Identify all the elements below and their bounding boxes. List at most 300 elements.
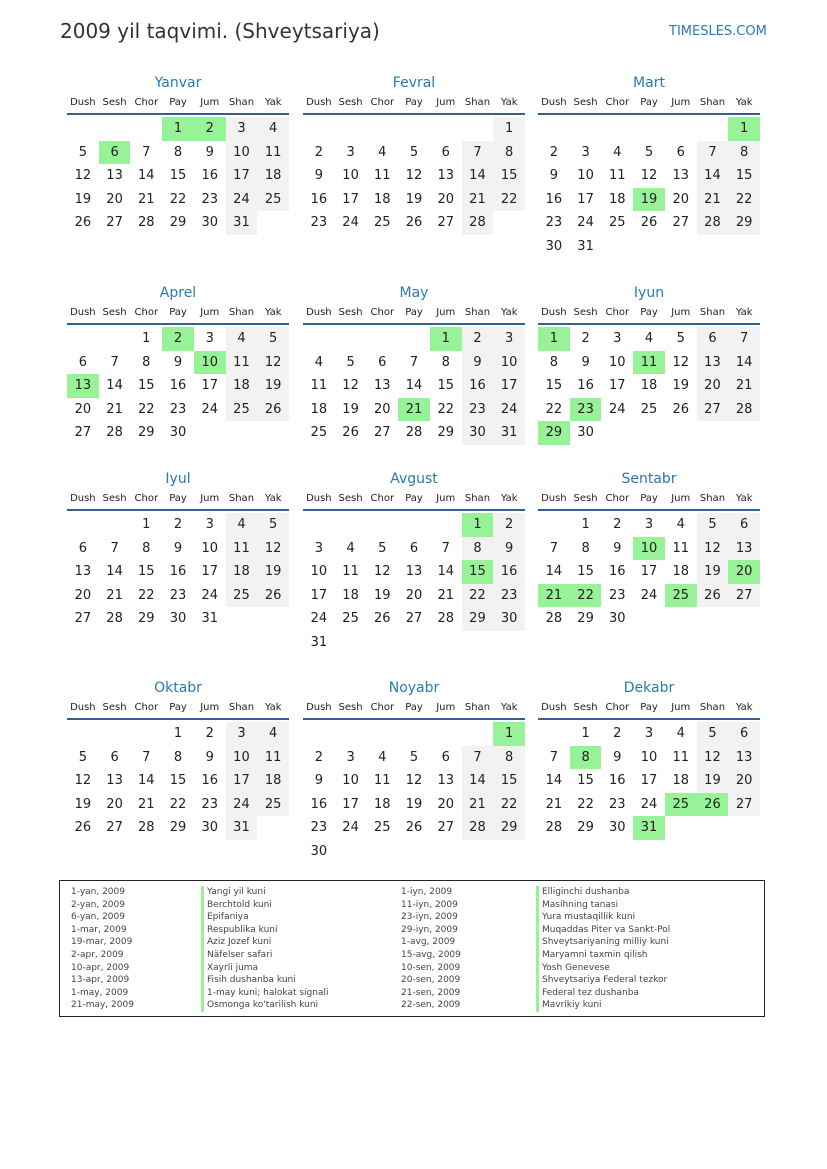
weekday-header: [538, 303, 760, 325]
weekday-label: Shan: [464, 307, 491, 318]
empty-cell: [665, 816, 697, 840]
holiday-name: Muqaddas Piter va Sankt-Pol: [536, 924, 670, 937]
day-number: 26: [257, 398, 289, 422]
day-number: 7: [142, 144, 151, 160]
week-row: [303, 769, 525, 793]
day-number: 11: [672, 749, 689, 765]
day-cell: [430, 164, 462, 188]
day-number: 4: [676, 726, 685, 742]
empty-cell: [462, 117, 494, 141]
day-number: 26: [405, 215, 423, 231]
day-cell: [335, 560, 367, 584]
month-name: Iyul: [165, 471, 191, 487]
day-number: 19: [405, 796, 423, 812]
day-cell: [226, 374, 258, 398]
week-row: [303, 560, 525, 584]
day-number: 22: [169, 191, 187, 207]
day-cell: [493, 141, 525, 165]
day-cell: [697, 327, 729, 351]
day-grid: [303, 117, 525, 235]
day-number: 4: [644, 331, 654, 347]
day-number: 6: [441, 749, 450, 765]
day-cell: [493, 513, 525, 537]
empty-cell: [257, 816, 289, 840]
day-number: 27: [106, 215, 123, 231]
day-number: 23: [169, 401, 187, 417]
day-number: 29: [138, 611, 155, 627]
day-cell: [538, 584, 570, 608]
day-number: 31: [633, 816, 665, 840]
day-cell: [570, 537, 602, 561]
day-cell: [257, 746, 289, 770]
day-cell: [633, 141, 665, 165]
day-number: 3: [226, 722, 258, 746]
day-cell: [493, 816, 525, 840]
day-cell: [162, 793, 194, 817]
day-number: 4: [613, 144, 622, 160]
day-cell: [633, 584, 665, 608]
week-row: [67, 398, 289, 422]
day-cell: [303, 537, 335, 561]
day-number: 10: [194, 351, 226, 375]
day-grid: [538, 722, 760, 840]
day-cell: [194, 513, 226, 537]
day-number: 29: [577, 611, 594, 627]
day-number: 7: [441, 540, 450, 556]
day-number: 27: [697, 398, 729, 422]
day-number: 24: [201, 401, 218, 417]
week-row: [538, 117, 760, 141]
day-number: 18: [672, 773, 689, 789]
day-cell: [601, 560, 633, 584]
day-number: 2: [581, 331, 590, 347]
weekday-label: Sesh: [338, 307, 363, 318]
empty-cell: [366, 117, 398, 141]
weekday-label: Yak: [500, 702, 518, 713]
day-number: 9: [205, 144, 214, 160]
weekday-label: Pay: [640, 493, 658, 504]
day-cell: [130, 560, 162, 584]
weekday-label: Chor: [134, 97, 159, 108]
day-number: 9: [613, 749, 622, 765]
day-cell: [493, 537, 525, 561]
week-row: [538, 537, 760, 561]
empty-cell: [366, 327, 398, 351]
day-number: 7: [697, 141, 729, 165]
weekday-label: Chor: [370, 97, 395, 108]
day-cell: [130, 513, 162, 537]
day-cell: [665, 327, 697, 351]
day-number: 21: [106, 401, 123, 417]
empty-cell: [430, 631, 462, 655]
day-cell: [462, 374, 494, 398]
day-cell: [697, 793, 729, 817]
day-number: 13: [106, 773, 123, 789]
empty-cell: [398, 840, 430, 864]
day-number: 1: [493, 722, 525, 746]
day-cell: [335, 746, 367, 770]
week-row: [538, 607, 760, 631]
weekday-label: Dush: [306, 307, 332, 318]
day-number: 26: [342, 425, 359, 441]
day-number: 9: [549, 168, 558, 184]
day-cell: [570, 398, 602, 422]
day-number: 10: [342, 168, 359, 184]
day-cell: [67, 374, 99, 398]
day-cell: [162, 769, 194, 793]
day-number: 13: [437, 168, 454, 184]
day-number: 17: [640, 564, 658, 580]
day-cell: [226, 211, 258, 235]
day-number: 7: [549, 749, 558, 765]
day-cell: [366, 560, 398, 584]
day-cell: [430, 607, 462, 631]
day-cell: [462, 816, 494, 840]
weekday-header: [303, 489, 525, 511]
day-number: 1: [142, 517, 151, 533]
weekday-label: Yak: [735, 493, 753, 504]
day-cell: [493, 584, 525, 608]
month-name: Oktabr: [154, 680, 202, 696]
day-cell: [303, 631, 335, 655]
weekday-label: Shan: [699, 702, 726, 713]
weekday-label: Shan: [699, 307, 726, 318]
day-number: 14: [545, 773, 563, 789]
day-cell: [67, 584, 99, 608]
month-may: [303, 283, 525, 445]
day-number: 30: [169, 611, 187, 627]
day-cell: [99, 793, 131, 817]
day-cell: [462, 327, 494, 351]
day-cell: [303, 584, 335, 608]
day-cell: [194, 351, 226, 375]
empty-cell: [99, 513, 131, 537]
empty-cell: [398, 513, 430, 537]
day-cell: [728, 746, 760, 770]
day-number: 19: [672, 378, 689, 394]
day-number: 16: [310, 191, 328, 207]
day-cell: [697, 513, 729, 537]
day-cell: [335, 398, 367, 422]
day-number: 19: [697, 769, 729, 793]
empty-cell: [462, 840, 494, 864]
day-number: 8: [142, 540, 151, 556]
month-name: Aprel: [159, 285, 197, 301]
day-number: 24: [310, 611, 328, 627]
day-number: 6: [110, 749, 119, 765]
day-cell: [601, 374, 633, 398]
week-row: [538, 351, 760, 375]
holiday-name: Epifaniya: [201, 911, 329, 924]
weekday-header: [67, 489, 289, 511]
day-number: 13: [405, 564, 423, 580]
day-cell: [162, 746, 194, 770]
day-number: 3: [613, 331, 622, 347]
weekday-label: Sesh: [573, 97, 598, 108]
day-cell: [398, 793, 430, 817]
day-number: 18: [374, 796, 391, 812]
day-cell: [226, 584, 258, 608]
weekday-label: Shan: [228, 307, 255, 318]
day-cell: [226, 164, 258, 188]
weekday-header: [538, 698, 760, 720]
day-number: 8: [549, 354, 558, 370]
holiday-name: Yura mustaqillik kuni: [536, 911, 670, 924]
empty-cell: [335, 840, 367, 864]
day-number: 31: [226, 211, 258, 235]
day-number: 22: [545, 401, 563, 417]
empty-cell: [697, 235, 729, 259]
day-cell: [570, 746, 602, 770]
day-number: 30: [609, 820, 626, 836]
day-number: 15: [462, 560, 494, 584]
day-cell: [99, 816, 131, 840]
day-cell: [430, 816, 462, 840]
day-number: 17: [226, 164, 258, 188]
day-number: 3: [493, 327, 525, 351]
weekday-label: Jum: [200, 493, 220, 504]
weekday-label: Pay: [169, 493, 187, 504]
week-row: [303, 793, 525, 817]
holiday-name: Shveytsariya Federal tezkor: [536, 974, 670, 987]
day-cell: [462, 398, 494, 422]
day-number: 13: [728, 746, 760, 770]
day-number: 18: [226, 374, 258, 398]
day-number: 15: [437, 378, 454, 394]
day-cell: [570, 374, 602, 398]
holiday-date: 19-mar, 2009: [71, 937, 133, 948]
day-number: 7: [728, 327, 760, 351]
holiday-name: Yangi yil kuni: [201, 886, 329, 899]
day-number: 17: [310, 587, 328, 603]
day-number: 19: [74, 191, 92, 207]
empty-cell: [398, 631, 430, 655]
day-cell: [335, 374, 367, 398]
weekday-label: Shan: [464, 97, 491, 108]
day-number: 27: [405, 611, 423, 627]
day-number: 4: [346, 540, 355, 556]
empty-cell: [303, 513, 335, 537]
empty-cell: [194, 421, 226, 445]
day-cell: [303, 211, 335, 235]
day-number: 11: [374, 168, 391, 184]
day-cell: [728, 164, 760, 188]
day-number: 7: [462, 141, 494, 165]
day-cell: [601, 398, 633, 422]
day-number: 8: [493, 746, 525, 770]
empty-cell: [430, 840, 462, 864]
month-iyun: [538, 283, 760, 445]
day-number: 7: [110, 540, 119, 556]
month-iyul: [67, 469, 289, 631]
day-cell: [257, 560, 289, 584]
day-number: 20: [728, 769, 760, 793]
day-cell: [728, 537, 760, 561]
day-number: 8: [570, 746, 602, 770]
day-cell: [194, 537, 226, 561]
day-number: 11: [672, 540, 689, 556]
day-number: 3: [205, 517, 214, 533]
day-cell: [601, 722, 633, 746]
day-cell: [303, 793, 335, 817]
weekday-label: Yak: [735, 97, 753, 108]
day-number: 17: [577, 191, 594, 207]
week-row: [303, 631, 525, 655]
empty-cell: [462, 631, 494, 655]
day-number: 8: [581, 540, 590, 556]
day-number: 27: [74, 611, 92, 627]
weekday-label: Shan: [228, 97, 255, 108]
day-number: 18: [640, 378, 658, 394]
day-number: 5: [257, 513, 289, 537]
weekday-label: Dush: [541, 97, 567, 108]
weekday-label: Dush: [306, 702, 332, 713]
weekday-label: Shan: [699, 97, 726, 108]
day-cell: [538, 141, 570, 165]
day-cell: [570, 584, 602, 608]
day-number: 10: [640, 749, 658, 765]
day-cell: [257, 374, 289, 398]
day-cell: [633, 513, 665, 537]
day-cell: [398, 398, 430, 422]
day-cell: [728, 117, 760, 141]
day-number: 3: [346, 144, 355, 160]
day-cell: [601, 769, 633, 793]
day-number: 20: [672, 191, 689, 207]
weekday-label: Chor: [605, 97, 630, 108]
day-number: 6: [99, 141, 131, 165]
day-number: 1: [173, 726, 183, 742]
day-cell: [226, 513, 258, 537]
day-cell: [67, 769, 99, 793]
day-number: 21: [462, 793, 494, 817]
day-cell: [697, 398, 729, 422]
weekday-label: Sesh: [102, 702, 127, 713]
day-cell: [462, 141, 494, 165]
day-number: 21: [437, 587, 454, 603]
day-number: 10: [201, 540, 218, 556]
day-cell: [538, 816, 570, 840]
day-number: 4: [257, 722, 289, 746]
holiday-date: 1-avg, 2009: [401, 937, 456, 948]
day-number: 26: [697, 584, 729, 608]
weekday-label: Pay: [405, 493, 423, 504]
day-cell: [303, 398, 335, 422]
day-cell: [665, 374, 697, 398]
day-cell: [462, 421, 494, 445]
day-number: 26: [257, 584, 289, 608]
day-cell: [430, 141, 462, 165]
empty-cell: [570, 117, 602, 141]
day-cell: [257, 188, 289, 212]
day-number: 29: [138, 425, 155, 441]
month-yanvar: [67, 73, 289, 235]
day-cell: [303, 560, 335, 584]
day-number: 26: [697, 793, 729, 817]
day-number: 14: [462, 164, 494, 188]
day-cell: [335, 769, 367, 793]
weekday-label: Pay: [640, 702, 658, 713]
week-row: [538, 816, 760, 840]
day-number: 31: [226, 816, 258, 840]
day-cell: [697, 351, 729, 375]
day-number: 20: [106, 796, 123, 812]
empty-cell: [633, 235, 665, 259]
day-cell: [130, 816, 162, 840]
day-number: 20: [405, 587, 423, 603]
day-cell: [633, 816, 665, 840]
day-number: 24: [226, 793, 258, 817]
site-link[interactable]: TIMESLES.COM: [669, 24, 767, 39]
day-number: 6: [78, 354, 87, 370]
day-number: 17: [342, 796, 359, 812]
day-number: 22: [493, 188, 525, 212]
weekday-label: Shan: [228, 493, 255, 504]
day-number: 8: [493, 141, 525, 165]
day-cell: [665, 537, 697, 561]
day-cell: [493, 164, 525, 188]
day-cell: [257, 327, 289, 351]
empty-cell: [728, 816, 760, 840]
day-cell: [194, 211, 226, 235]
day-number: 2: [205, 726, 214, 742]
day-cell: [130, 327, 162, 351]
day-number: 2: [314, 749, 323, 765]
day-number: 20: [106, 191, 123, 207]
week-row: [538, 584, 760, 608]
week-row: [67, 351, 289, 375]
day-number: 22: [577, 796, 594, 812]
holiday-name: Xayrli juma: [201, 962, 329, 975]
day-cell: [697, 537, 729, 561]
day-number: 6: [728, 722, 760, 746]
day-number: 18: [374, 191, 391, 207]
holiday-date: 10-apr, 2009: [71, 962, 130, 973]
day-cell: [366, 584, 398, 608]
day-cell: [697, 584, 729, 608]
day-cell: [194, 769, 226, 793]
weekday-label: Jum: [671, 702, 691, 713]
day-cell: [162, 816, 194, 840]
empty-cell: [398, 327, 430, 351]
day-cell: [430, 327, 462, 351]
day-number: 27: [728, 793, 760, 817]
day-cell: [335, 211, 367, 235]
day-cell: [366, 398, 398, 422]
day-cell: [538, 211, 570, 235]
month-name: Iyun: [633, 285, 665, 301]
day-number: 19: [257, 374, 289, 398]
month-name: Avgust: [390, 471, 438, 487]
day-number: 15: [493, 769, 525, 793]
day-cell: [601, 513, 633, 537]
day-number: 2: [462, 327, 494, 351]
week-row: [538, 421, 760, 445]
day-cell: [633, 374, 665, 398]
day-number: 15: [728, 164, 760, 188]
day-number: 17: [201, 378, 218, 394]
day-number: 23: [545, 215, 563, 231]
day-number: 23: [493, 584, 525, 608]
legend-names-left: [201, 886, 329, 1012]
day-cell: [493, 607, 525, 631]
day-number: 28: [138, 820, 155, 836]
day-cell: [570, 793, 602, 817]
weekday-header: [538, 93, 760, 115]
day-number: 21: [138, 796, 155, 812]
empty-cell: [226, 607, 258, 631]
day-cell: [728, 793, 760, 817]
